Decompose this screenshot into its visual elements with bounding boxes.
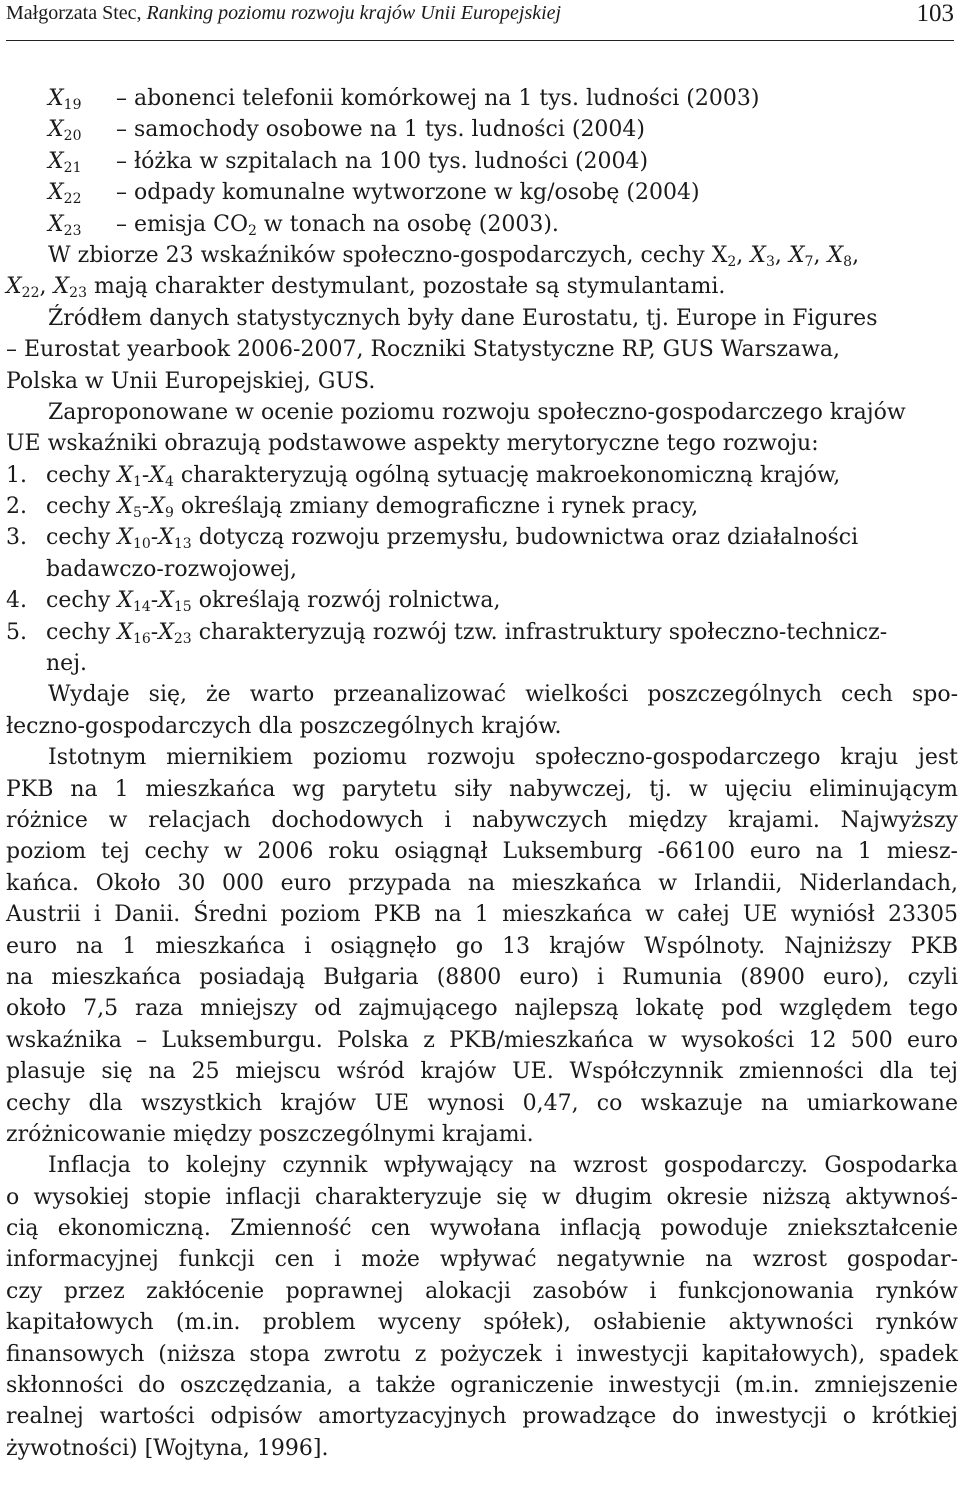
list-item: 5. cechy $X_{16}-X_{23}$ charakteryzują rozwój tzw. infrastruktury społeczno-technicz- — [6, 619, 888, 647]
paragraph-line: – Eurostat yearbook 2006-2007, Roczniki Statystyczne RP, GUS Warszawa, — [6, 337, 841, 363]
paragraph-line: UE wskaźniki obrazują podstawowe aspekty merytoryczne tego rozwoju: — [6, 431, 819, 457]
paragraph-line: informacyjnej funkcji cen i może wpływać negatywnie na wzrost gospodar- — [6, 1247, 958, 1273]
running-header — [6, 0, 954, 41]
list-item: 3. cechy $X_{10}-X_{13}$ dotyczą rozwoju przemysłu, budownictwa oraz działalności — [6, 525, 859, 553]
variable-definition: $X_{19}$ – abonenci telefonii komórkowej na 1 tys. ludności (2003) — [48, 86, 760, 113]
paragraph-line: łeczno-gospodarczych dla poszczególnych krajów. — [6, 713, 562, 739]
paragraph-line: różnice w relacjach dochodowych i nabywczych między krajami. Najwyższy — [6, 807, 958, 833]
variable-definition: $X_{21}$ – łóżka w szpitalach na 100 tys. ludności (2004) — [48, 148, 649, 176]
paragraph-line: wskaźnika – Luksemburgu. Polska z PKB/mieszkańca w wysokości 12 500 euro — [6, 1027, 958, 1053]
paragraph-line: Zaproponowane w ocenie poziomu rozwoju społeczno-gospodarczego krajów — [48, 399, 906, 425]
paragraph-line: $X_{22}$, $X_{23}$ mają charakter destymulant, pozostałe są stymulantami. — [6, 274, 726, 302]
list-item: 4. cechy $X_{14}-X_{15}$ określają rozwój rolnictwa, — [6, 588, 501, 616]
variable-definition: $X_{23}$ – emisja $CO_2$ w tonach na osobę (2003). — [48, 211, 559, 239]
page-number: 103 — [916, 0, 954, 27]
paragraph-line: Austrii i Danii. Średni poziom PKB na 1 mieszkańca w całej UE wyniósł 23305 — [6, 902, 958, 928]
paragraph-line: cechy dla wszystkich krajów UE wynosi 0,47, co wskazuje na umiarkowane — [6, 1090, 958, 1116]
running-header-text — [6, 2, 561, 25]
paragraph-line: Źródłem danych statystycznych były dane Eurostatu, tj. Europe in Figures — [48, 305, 878, 331]
paragraph-line: PKB na 1 mieszkańca wg parytetu siły nabywczej, tj. w ujęciu eliminującym — [6, 776, 958, 802]
list-item-continuation: nej. — [46, 651, 88, 677]
paragraph-line: o wysokiej stopie inflacji charakteryzuje się w długim okresie niższą aktywnoś- — [6, 1184, 958, 1210]
variable-definition: $X_{22}$ – odpady komunalne wytworzone w kg/osobę (2004) — [48, 180, 700, 208]
body-text — [6, 83, 958, 1464]
paragraph-line: kańca. Około 30 000 euro przypada na mieszkańca w Irlandii, Niderlandach, — [6, 870, 958, 896]
paragraph-line: skłonności do oszczędzania, a także ograniczenie inwestycji (m.in. zmniejszenie — [6, 1373, 958, 1399]
paragraph-line: W zbiorze 23 wskaźników społeczno-gospodarczych, cechy $X_2$, $X_3$, $X_7$, $X_8$, — [48, 242, 860, 270]
paragraph-line: Istotnym miernikiem poziomu rozwoju społeczno-gospodarczego kraju jest — [48, 745, 958, 771]
header-title: Ranking poziomu rozwoju krajów Unii Europejskiej — [146, 2, 562, 24]
header-author: Małgorzata Stec, — [6, 2, 147, 24]
list-item-continuation: badawczo-rozwojowej, — [46, 556, 297, 582]
paragraph-line: finansowych (niższa stopa zwrotu z pożyczek i inwestycji kapitałowych), spadek — [6, 1341, 958, 1367]
paragraph-line: euro na 1 mieszkańca i osiągnęło go 13 krajów Wspólnoty. Najniższy PKB — [6, 933, 958, 959]
list-item: 1. cechy $X_1-X_4$ charakteryzują ogólną sytuację makroekonomiczną krajów, — [6, 462, 841, 490]
paragraph-line: Inflacja to kolejny czynnik wpływający na wzrost gospodarczy. Gospodarka — [48, 1153, 958, 1179]
paragraph-line: plasuje się na 25 miejscu wśród krajów UE. Współczynnik zmienności dla tej — [6, 1059, 958, 1085]
variable-definition: $X_{20}$ – samochody osobowe na 1 tys. ludności (2004) — [48, 117, 646, 145]
list-item: 2. cechy $X_5-X_9$ określają zmiany demograficzne i rynek pracy, — [6, 494, 699, 522]
paragraph-line: około 7,5 raza mniejszy od zajmującego najlepszą lokatę pod względem tego — [6, 996, 958, 1022]
paragraph-line: poziom tej cechy w 2006 roku osiągnął Luksemburg -66100 euro na 1 miesz- — [6, 839, 958, 865]
paragraph-line: realnej wartości odpisów amortyzacyjnych prowadzące do inwestycji o krótkiej — [6, 1404, 958, 1430]
paragraph-line: cią ekonomiczną. Zmienność cen wywołana inflacją powoduje zniekształcenie — [6, 1216, 958, 1242]
paragraph-line: na mieszkańca posiadają Bułgaria (8800 euro) i Rumunia (8900 euro), czyli — [6, 964, 958, 990]
paragraph-line: kapitałowych (m.in. problem wyceny spółek), osłabienie aktywności rynków — [6, 1310, 958, 1336]
paragraph-line: Wydaje się, że warto przeanalizować wielkości poszczególnych cech spo- — [48, 682, 958, 708]
paragraph-line: żywotności) [Wojtyna, 1996]. — [6, 1435, 329, 1461]
paragraph-line: Polska w Unii Europejskiej, GUS. — [6, 368, 376, 394]
paragraph-line: czy przez zakłócenie poprawnej alokacji zasobów i funkcjonowania rynków — [6, 1278, 958, 1304]
paragraph-line: zróżnicowanie między poszczególnymi krajami. — [6, 1121, 534, 1147]
